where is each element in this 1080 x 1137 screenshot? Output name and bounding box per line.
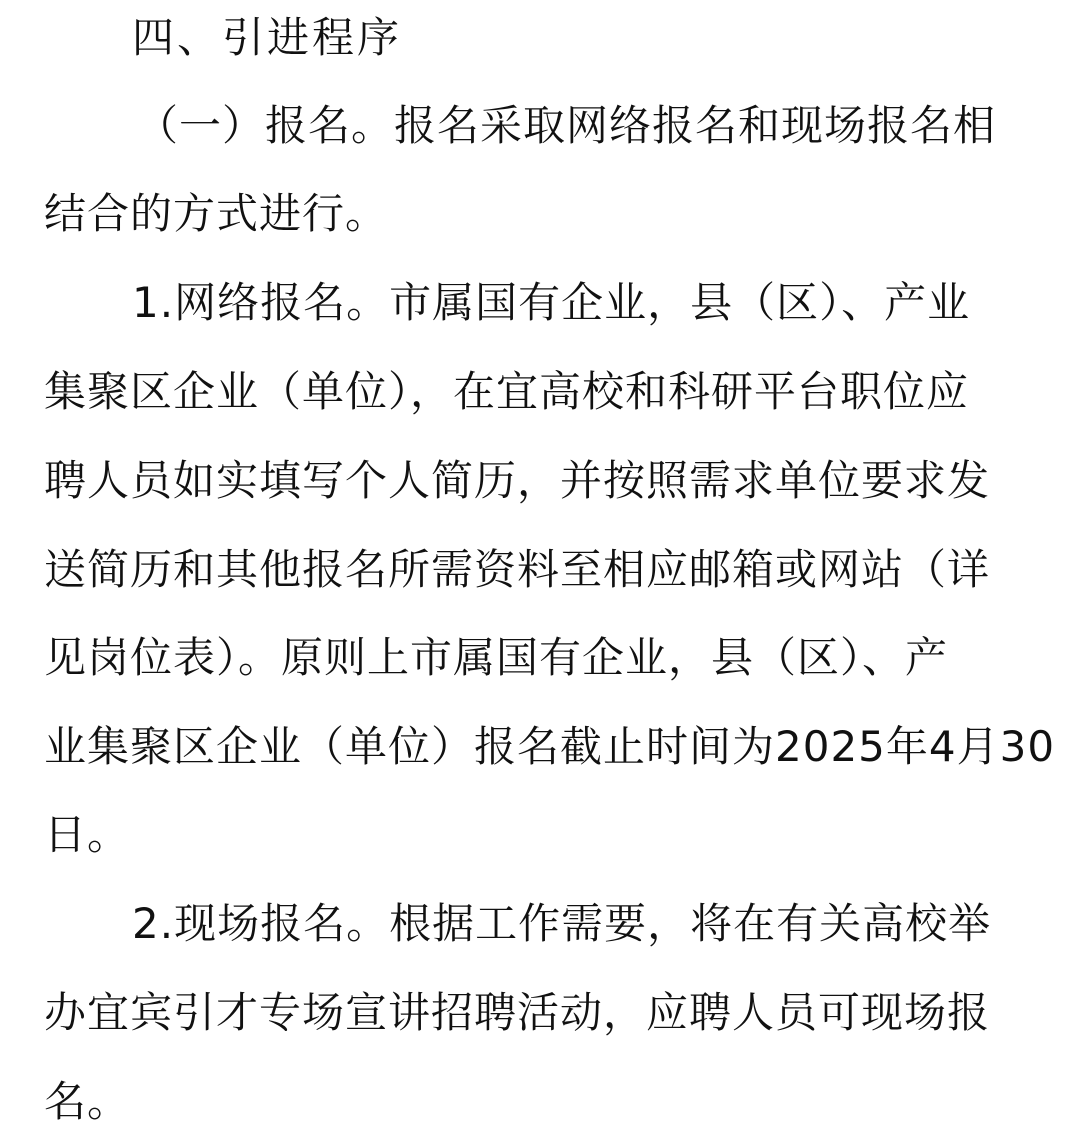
paragraph-line: （一）报名。报名采取网络报名和现场报名相 [136,101,997,150]
paragraph-line: 2.现场报名。根据工作需要，将在有关高校举 [132,899,992,948]
paragraph-line: 名。 [44,1077,131,1126]
paragraph-line: 结合的方式进行。 [44,189,389,238]
paragraph-line: 业集聚区企业（单位）报名截止时间为2025年4月30 [44,722,1056,771]
paragraph-line: 办宜宾引才专场宣讲招聘活动，应聘人员可现场报 [44,988,991,1037]
paragraph-line: 送简历和其他报名所需资料至相应邮箱或网站（详 [44,545,991,594]
paragraph-line: 见岗位表）。原则上市属国有企业，县（区）、产 [44,633,949,682]
section-heading: 四、引进程序 [132,13,403,62]
paragraph-line: 1.网络报名。市属国有企业，县（区）、产业 [132,278,971,327]
paragraph-line: 集聚区企业（单位），在宜高校和科研平台职位应 [44,367,970,416]
paragraph-line: 聘人员如实填写个人简历，并按照需求单位要求发 [44,456,991,505]
paragraph-line: 日。 [44,810,131,859]
